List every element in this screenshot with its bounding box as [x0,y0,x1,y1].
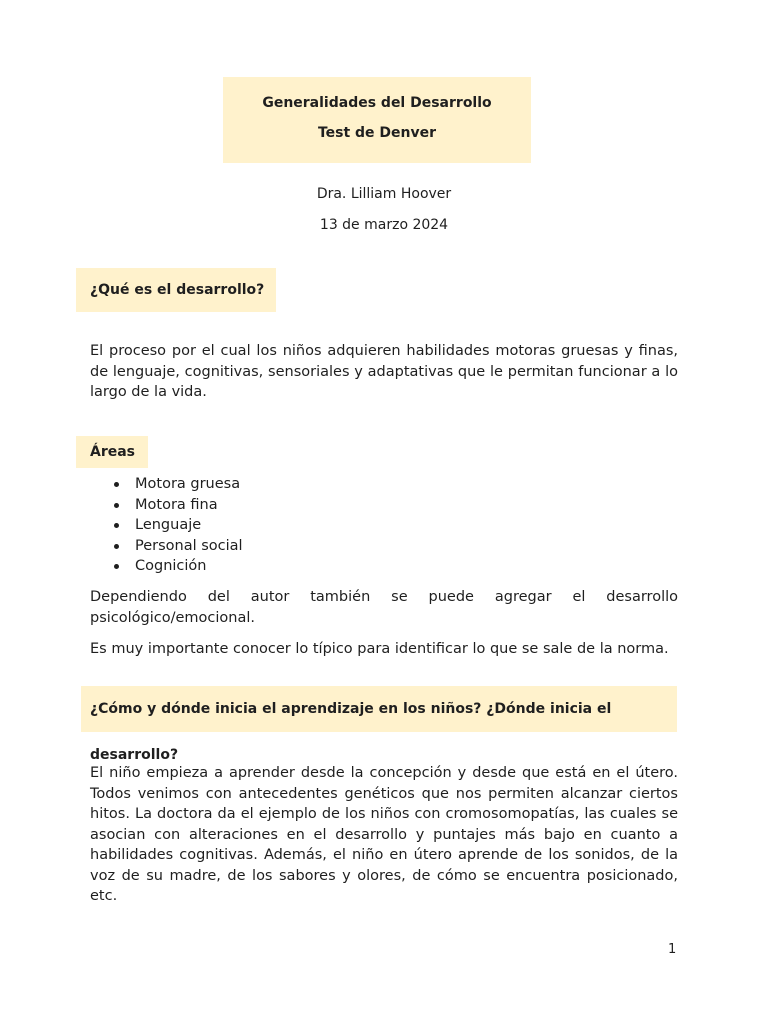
list-item: Motora gruesa [112,474,243,495]
date: 13 de marzo 2024 [319,217,449,233]
bullet-icon [114,503,119,508]
list-item: Motora fina [112,495,243,516]
areas-note-paragraph: Dependiendo del autor también se puede agregar el desarrollo psicológico/emocional. [90,589,678,626]
section-body-what-is-development: El proceso por el cual los niños adquieren habilidades motoras gruesas y finas, de lenguaje, cognitivas, sensoriales y adaptativas que le permitan funcionar a lo largo de la vida. [90,343,678,400]
page-number: 1 [668,942,677,957]
list-item: Cognición [112,556,243,577]
section-heading-learning-start: ¿Cómo y dónde inicia el aprendizaje en los niños? ¿Dónde inicia el desarrollo? [81,686,677,732]
areas-list [112,474,243,577]
bullet-icon [114,482,119,487]
author: Dra. Lilliam Hoover [316,186,452,202]
list-item: Personal social [112,536,243,557]
bullet-icon [114,523,119,528]
title-box [223,77,531,163]
bullet-icon [114,544,119,549]
section-heading-areas: Áreas [76,436,148,468]
section-body-learning-start: El niño empieza a aprender desde la concepción y desde que está en el útero. Todos venimos con antecedentes genéticos que nos permiten alcanzar ciertos hitos. La doctora da el ejemplo de los niños con cromosomopatías, las cuales se asocian con alteraciones en el desarrollo y puntajes más bajo en cuanto a habilidades cognitivas. Además, el niño en útero aprende de los sonidos, de la voz de su madre, de los sabores y olores, de cómo se encuentra posicionado, etc. [90,765,678,904]
list-item: Lenguaje [112,515,243,536]
document-title: Generalidades del Desarrollo [262,95,492,111]
document-subtitle: Test de Denver [317,125,437,141]
section-heading-what-is-development: ¿Qué es el desarrollo? [76,268,276,312]
bullet-icon [114,564,119,569]
importance-paragraph: Es muy importante conocer lo típico para identificar lo que se sale de la norma. [90,641,669,657]
